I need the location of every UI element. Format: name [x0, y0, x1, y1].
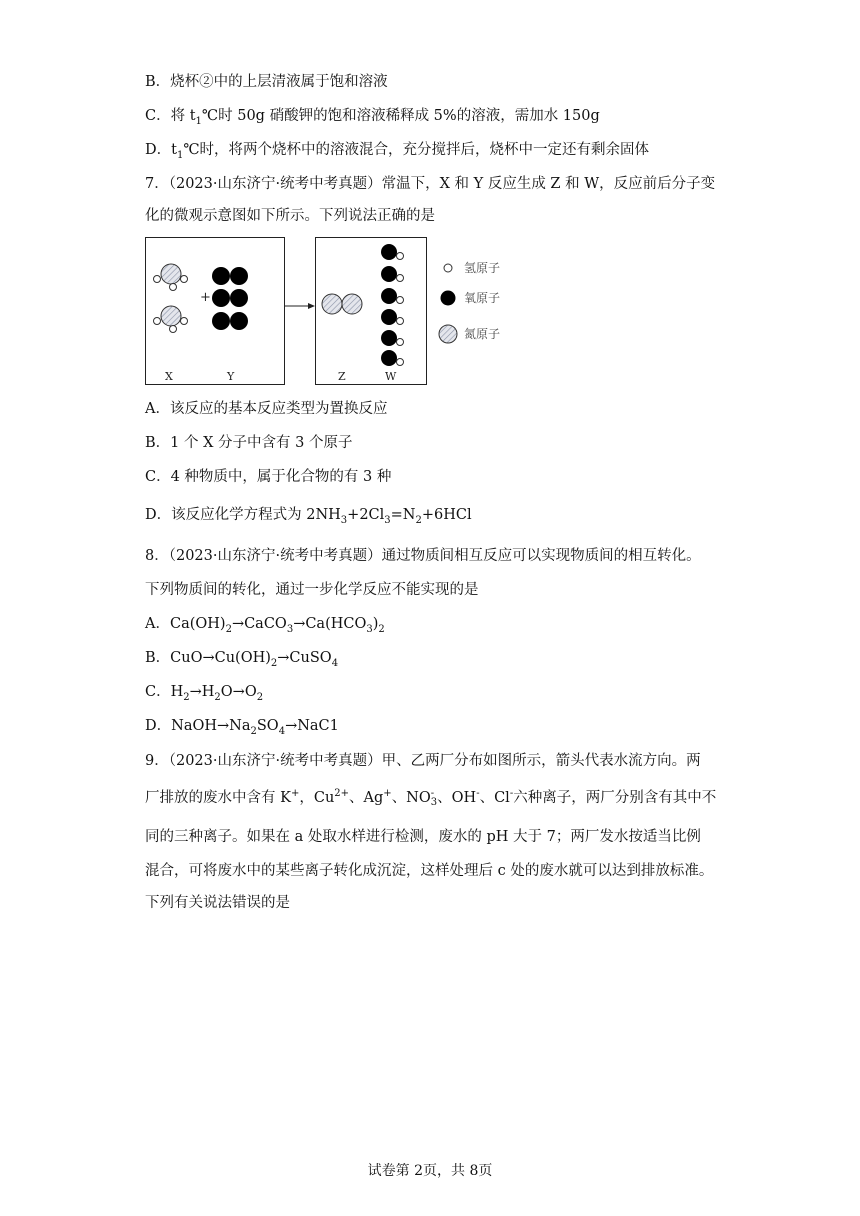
q7-option-d: D．该反应化学方程式为 $2NH_3+2Cl_3=N_2+6HCl$: [145, 507, 472, 526]
y-molecule: [212, 267, 248, 285]
nitrogen-atom-icon: [439, 325, 457, 343]
reaction-arrow: [285, 303, 315, 309]
label-x: X: [165, 370, 173, 383]
x-molecule: [154, 306, 188, 333]
q9-stem-line1: 9．（2023·山东济宁·统考中考真题）甲、乙两厂分布如图所示，箭头代表水流方向。两: [145, 753, 701, 769]
oxygen-atom-icon: [441, 291, 456, 306]
page-footer: 试卷第 2页，共 8页: [367, 1163, 493, 1179]
legend: [439, 261, 500, 343]
x-molecule: [154, 264, 188, 291]
y-molecule: [212, 312, 248, 330]
label-y: Y: [227, 370, 235, 383]
q9-stem-line3: 同的三种离子。如果在 a 处取水样进行检测，废水的 pH 大于 7；两厂发水按适当比例: [145, 829, 701, 845]
q8-option-c: C．$H_2\to H_2O\to O_2$: [145, 684, 264, 703]
w-molecule: [381, 266, 404, 282]
w-molecule: [381, 244, 404, 260]
w-molecule: [381, 330, 404, 346]
z-molecule: [322, 294, 362, 314]
label-w: W: [385, 370, 397, 383]
legend-oxygen: 氧原子: [464, 291, 501, 305]
q6-option-c: C．将 $t_1℃$时 50g 硝酸钾的饱和溶液稀释成 5%的溶液，需加水 150g: [145, 108, 600, 127]
w-molecule: [381, 288, 404, 304]
q8-option-a: A．$Ca(OH)_2\to CaCO_3\to Ca(HCO_3)_2$: [145, 616, 385, 635]
q7-option-a: A．该反应的基本反应类型为置换反应: [145, 401, 388, 417]
q9-stem-line5: 下列有关说法错误的是: [145, 895, 290, 911]
q6-option-b: B．烧杯②中的上层清液属于饱和溶液: [145, 74, 388, 90]
y-molecule: [212, 289, 248, 307]
hydrogen-atom-icon: [444, 264, 452, 272]
legend-nitrogen: 氮原子: [464, 327, 501, 341]
molecule-reaction-diagram: [145, 237, 501, 387]
q8-option-b: B．$CuO\to Cu(OH)_2\to CuSO_4$: [145, 650, 339, 669]
q9-stem-line4: 混合，可将废水中的某些离子转化成沉淀，这样处理后 c 处的废水就可以达到排放标准。: [145, 863, 714, 879]
q6-option-d: D．$t_1℃$时，将两个烧杯中的溶液混合，充分搅拌后，烧杯中一定还有剩余固体: [145, 142, 650, 161]
q8-option-d: D．$NaOH\to Na_2SO_4\to NaC1$: [145, 718, 339, 737]
plus-sign: +: [200, 290, 211, 305]
legend-hydrogen: 氢原子: [464, 261, 501, 275]
w-molecule: [381, 350, 404, 366]
q7-option-c: C．4 种物质中，属于化合物的有 3 种: [145, 469, 392, 485]
q8-stem-line1: 8．（2023·山东济宁·统考中考真题）通过物质间相互反应可以实现物质间的相互转化。: [145, 548, 701, 564]
label-z: Z: [338, 370, 346, 383]
q7-stem-line1: 7．（2023·山东济宁·统考中考真题）常温下，X 和 Y 反应生成 Z 和 W，反应前后分子变: [145, 176, 716, 192]
q8-stem-line2: 下列物质间的转化，通过一步化学反应不能实现的是: [145, 582, 479, 598]
q9-stem-line2: 厂排放的废水中含有 K+，$Cu^{2+}$、Ag+、NO - 3 、OH-、Cl-六种离子，两厂分别含有其中不: [145, 788, 717, 808]
w-molecule: [381, 309, 404, 325]
q7-option-b: B．1 个 X 分子中含有 3 个原子: [145, 435, 353, 451]
q7-stem-line2: 化的微观示意图如下所示。下列说法正确的是: [145, 208, 435, 224]
